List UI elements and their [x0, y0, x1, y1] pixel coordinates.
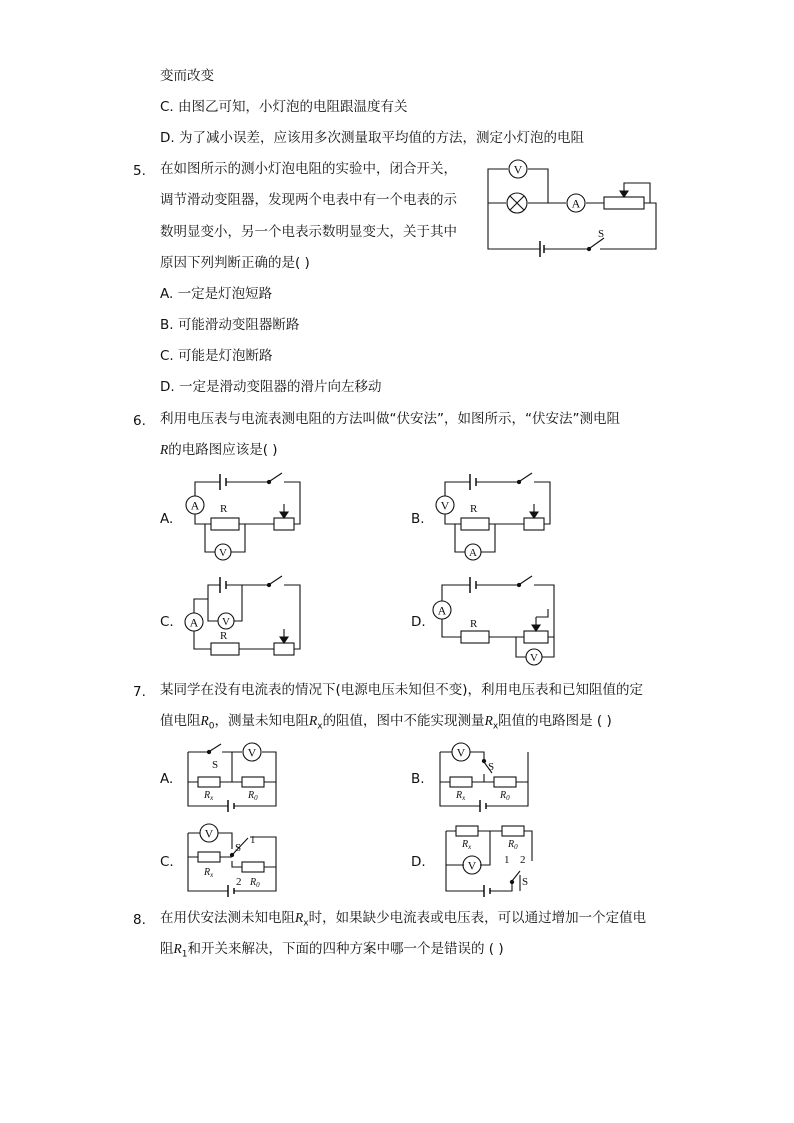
q5-ammeter-label: A	[571, 196, 581, 211]
q6-number: 6.	[133, 413, 146, 429]
q6-d-resistor-label: R	[470, 618, 478, 630]
q7-b-r0-label: $R_0$	[500, 790, 510, 802]
q7-a-r0-label: $R_0$	[248, 790, 258, 802]
q5-circuit-figure	[480, 155, 665, 255]
q6-option-c-circuit	[180, 575, 310, 665]
q7-rx-symbol: R	[308, 713, 318, 728]
q7-a-switch-label: S	[212, 759, 219, 771]
q7-option-b-circuit	[432, 740, 537, 812]
q7-stem-line-2	[160, 712, 612, 736]
q6-option-c-label: C.	[160, 614, 174, 630]
q7-d-rx-label: $R_x$	[462, 839, 472, 851]
q7-text-c: 的阻值，图中不能实现测量	[322, 713, 485, 729]
q5-option-b: B. 可能滑动变阻器断路	[160, 317, 300, 333]
q6-a-voltmeter-label: V	[219, 547, 227, 559]
q6-option-d-circuit	[430, 575, 565, 670]
q4-continuation: 变而改变	[160, 68, 214, 84]
q7-c-pos2-label: 2	[236, 876, 242, 888]
q4-option-d: D. 为了减小误差，应该用多次测量取平均值的方法，测定小灯泡的电阻	[160, 130, 584, 146]
q5-stem-line-4: 原因下列判断正确的是( )	[160, 255, 310, 271]
q7-b-switch-label: S	[488, 761, 495, 773]
q6-stem-line-1: 利用电压表与电流表测电阻的方法叫做“伏安法”，如图所示，“伏安法”测电阻	[160, 411, 620, 427]
q8-text-d: 和开关来解决，下面的四种方案中哪一个是错误的 ( )	[187, 941, 504, 957]
q7-d-switch-label: S	[522, 876, 529, 888]
q5-rheostat-icon	[604, 197, 644, 209]
q8-text-c: 阻	[160, 941, 174, 957]
q5-stem-line-3: 数明显变小，另一个电表示数明显变大，关于其中	[160, 224, 457, 240]
q4-option-c: C. 由图乙可知，小灯泡的电阻跟温度有关	[160, 99, 408, 115]
q7-c-pos1-label: 1	[250, 834, 256, 846]
q7-a-voltmeter-label: V	[247, 745, 257, 760]
q5-option-a: A. 一定是灯泡短路	[160, 286, 273, 302]
q7-text-a: 值电阻	[160, 713, 201, 729]
q6-d-voltmeter-label: V	[530, 652, 538, 664]
q6-b-voltmeter-label: V	[440, 498, 450, 513]
q5-battery-icon	[540, 241, 544, 257]
q5-option-d: D. 一定是滑动变阻器的滑片向左移动	[160, 379, 382, 395]
q8-text-a: 在用伏安法测未知电阻	[160, 910, 295, 926]
q7-text-d: 阻值的电路图是 ( )	[498, 713, 612, 729]
q7-d-pos1-label: 1	[504, 854, 510, 866]
q8-text-b: 时，如果缺少电流表或电压表，可以通过增加一个定值电	[308, 910, 647, 926]
q6-option-a-circuit	[180, 470, 310, 570]
q7-option-a-label: A.	[160, 771, 174, 787]
q6-stem-line-2	[160, 441, 278, 459]
q7-c-r0-label: $R_0$	[250, 877, 260, 889]
q5-number: 5.	[133, 163, 146, 179]
q7-c-voltmeter-label: V	[204, 826, 214, 841]
q7-d-r0-label: $R_0$	[508, 839, 518, 851]
q8-number: 8.	[133, 912, 146, 928]
q8-rx-symbol: R	[295, 910, 304, 925]
q6-a-ammeter-label: A	[190, 498, 200, 513]
q6-option-b-circuit	[430, 470, 560, 570]
q5-voltmeter-label: V	[513, 162, 523, 177]
q5-option-c: C. 可能是灯泡断路	[160, 348, 273, 364]
q6-c-ammeter-label: A	[189, 615, 199, 630]
q7-option-b-label: B.	[411, 771, 425, 787]
q6-c-resistor-label: R	[220, 630, 228, 642]
q6-c-voltmeter-label: V	[222, 616, 230, 628]
q7-text-b: ，测量未知电阻	[214, 713, 309, 729]
q7-d-pos2-label: 2	[520, 854, 526, 866]
q7-a-rx-label: $R_x$	[204, 790, 214, 802]
q7-r0-symbol: R	[200, 713, 209, 728]
q8-stem-line-1	[160, 909, 646, 933]
q8-r1-symbol: R	[173, 941, 182, 956]
q7-r0-sub: 0	[208, 721, 215, 732]
q6-d-ammeter-label: A	[437, 603, 447, 618]
q6-a-resistor-label: R	[220, 503, 228, 515]
q7-b-voltmeter-label: V	[456, 745, 466, 760]
q7-number: 7.	[133, 684, 146, 700]
q7-option-c-circuit	[180, 825, 285, 897]
q7-d-voltmeter-label: V	[467, 858, 477, 873]
q6-stem-line-2-text: 的电路图应该是( )	[168, 442, 278, 458]
q5-stem-line-2: 调节滑动变阻器，发现两个电表中有一个电表的示	[160, 192, 457, 208]
q5-stem-line-1: 在如图所示的测小灯泡电阻的实验中，闭合开关，	[160, 161, 457, 177]
q6-b-resistor-label: R	[470, 503, 478, 515]
q7-c-switch-label: S	[235, 842, 242, 854]
q8-r1-sub: 1	[181, 949, 188, 960]
q6-option-a-label: A.	[160, 511, 174, 527]
q7-option-c-label: C.	[160, 854, 174, 870]
q7-rx-sub-2: x	[492, 721, 499, 732]
q7-stem-line-1: 某同学在没有电流表的情况下(电源电压未知但不变)，利用电压表和已知阻值的定	[160, 682, 644, 698]
q8-stem-line-2	[160, 940, 504, 964]
q7-option-d-label: D.	[411, 854, 426, 870]
q6-option-b-label: B.	[411, 511, 425, 527]
q8-rx-sub: x	[303, 918, 309, 929]
q6-option-d-label: D.	[411, 614, 426, 630]
q7-rx-symbol-2: R	[484, 713, 493, 728]
q7-c-rx-label: $R_x$	[204, 867, 214, 879]
q6-resistor-symbol: R	[160, 442, 169, 457]
q7-option-a-circuit	[180, 740, 285, 812]
q7-b-rx-label: $R_x$	[456, 790, 466, 802]
q6-b-ammeter-label: A	[469, 547, 477, 559]
q7-rx-sub: x	[317, 721, 323, 732]
q7-option-d-circuit	[436, 825, 546, 897]
q5-switch-label: S	[598, 228, 605, 240]
